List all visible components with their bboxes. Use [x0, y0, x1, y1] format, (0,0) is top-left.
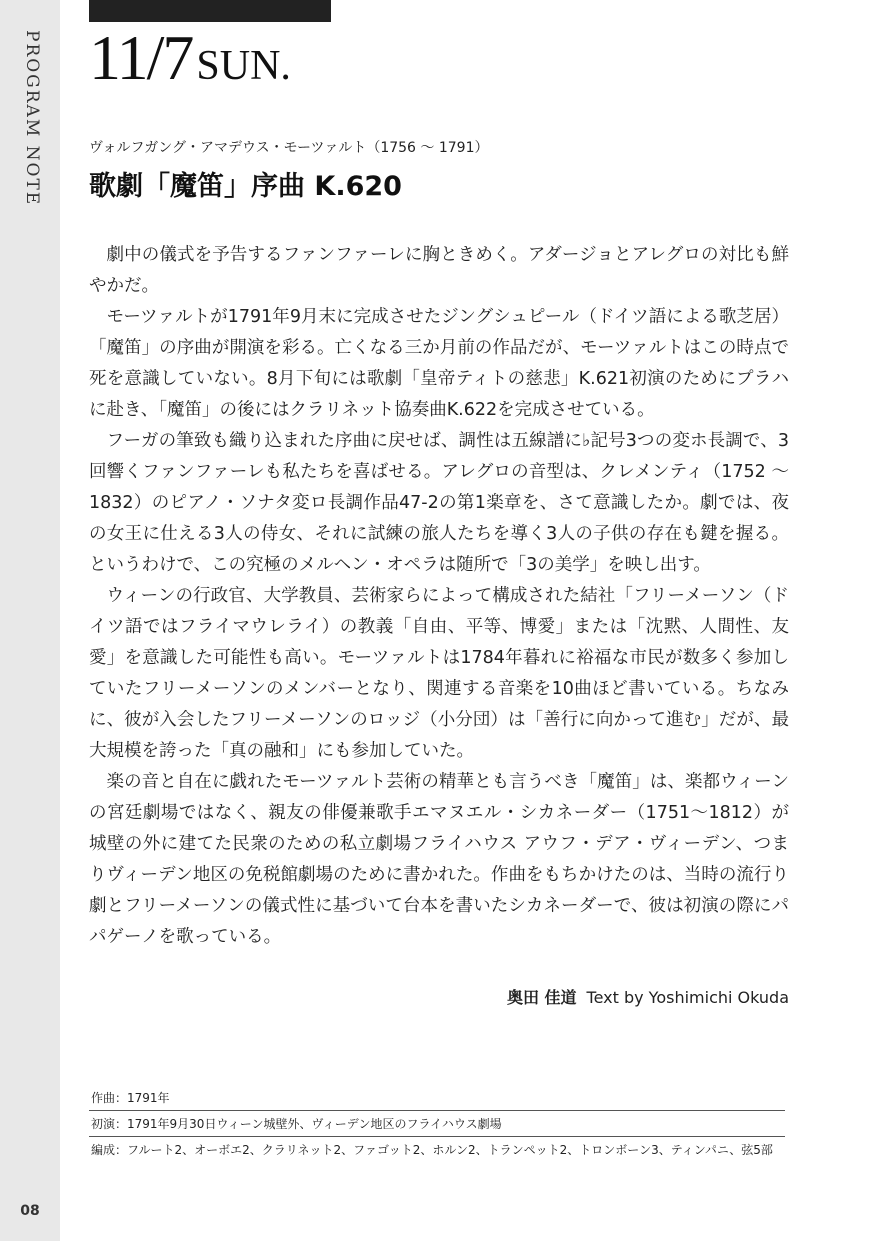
premiere-info: 初演：1791年9月30日ウィーン城壁外、ヴィーデン地区のフライハウス劇場 — [89, 1110, 785, 1136]
paragraph: 劇中の儀式を予告するファンファーレに胸ときめく。アダージョとアレグロの対比も鮮やかだ。 — [89, 245, 789, 296]
paragraph: モーツァルトが1791年9月末に完成させたジングシュピール（ドイツ語による歌芝居）「魔笛」の序曲が開演を彩る。亡くなる三か月前の作品だが、モーツァルトはこの時点で死を意識していない。8月下旬には歌劇「皇帝ティトの慈悲」K.621初演のためにプラハに赴き、「魔笛」の後にはクラリネット協奏曲K.622を完成させている。 — [89, 307, 789, 420]
author-credit — [89, 985, 789, 1008]
instrumentation: 編成：フルート2、オーボエ2、クラリネット2、ファゴット2、ホルン2、トランペット2、トロンボーン3、ティンパニ、弦5部 — [89, 1136, 785, 1162]
paragraph: ウィーンの行政官、大学教員、芸術家らによって構成された結社「フリーメーソン（ドイツ語ではフライマウレライ）の教義「自由、平等、博愛」または「沈黙、人間性、友愛」を意識した可能性も高い。モーツァルトは1784年暮れに裕福な市民が数多く参加していたフリーメーソンのメンバーとなり、関連する音楽を10曲ほど書いている。ちなみに、彼が入会したフリーメーソンのロッジ（小分団）は「善行に向かって進む」だが、最大規模を誇った「真の融和」にも参加していた。 — [89, 586, 789, 761]
composition-year: 作曲：1791年 — [91, 1091, 170, 1105]
paragraph: フーガの筆致も織り込まれた序曲に戻せば、調性は五線譜に♭記号3つの変ホ長調で、3回響くファンファーレも私たちを喜ばせる。アレグロの音型は、クレメンティ（1752 ～ 1832）のピアノ・ソナタ変ロ長調作品47-2の第1楽章を、さて意識したか。劇では、夜の女王に仕える3人の侍女、それに試練の旅人たちを導く3人の子供の存在も鍵を握る。というわけで、この究極のメルヘン・オペラは随所で「3の美学」を映し出す。 — [89, 431, 789, 575]
paragraph: 楽の音と自在に戯れたモーツァルト芸術の精華とも言うべき「魔笛」は、楽都ウィーンの宮廷劇場ではなく、親友の俳優兼歌手エマヌエル・シカネーダー（1751～1812）が城壁の外に建てた民衆のための私立劇場フライハウス アウフ・デア・ヴィーデン、つまりヴィーデン地区の免税館劇場のために書かれた。作曲をもちかけたのは、当時の流行り劇とフリーメーソンの儀式性に基づいて台本を書いたシカネーダーで、彼は初演の際にパパゲーノを歌っている。 — [89, 772, 789, 947]
sidebar — [0, 0, 60, 1241]
page-number: 08 — [20, 1203, 40, 1219]
composer-name: ヴォルフガング・アマデウス・モーツァルト（1756 ～ 1791） — [89, 140, 489, 156]
date-day: 11/7 — [89, 22, 193, 93]
work-info — [89, 1085, 785, 1162]
section-label: PROGRAM NOTE — [22, 30, 42, 207]
concert-date — [89, 22, 291, 93]
date-weekday: SUN. — [196, 43, 291, 89]
author-name-en: Text by Yoshimichi Okuda — [586, 988, 789, 1007]
work-title: 歌劇「魔笛」序曲 K.620 — [89, 171, 402, 202]
author-name-jp: 奥田 佳道 — [506, 988, 577, 1007]
header-bar — [89, 0, 331, 22]
program-note-body — [89, 240, 789, 953]
